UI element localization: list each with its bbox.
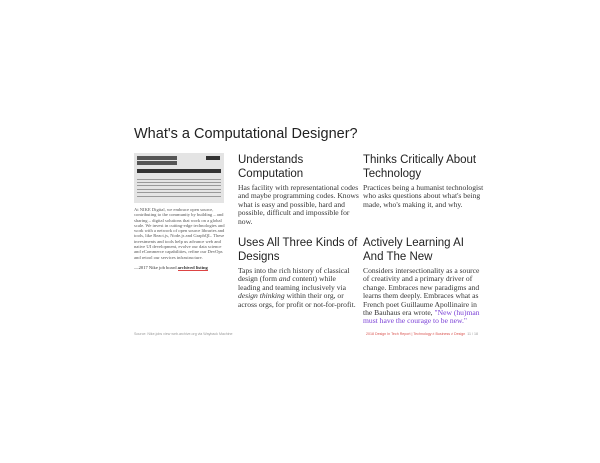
card-body: Taps into the rich history of classical design (form and content) while leading and teaming inclusively via design thinking within their org, or across orgs, for profit or not-for-profit.: [238, 266, 356, 309]
card-body: Practices being a humanist technologist who asks questions about what's being made, who's making it, and why.: [363, 183, 484, 209]
page-title: What's a Computational Designer?: [134, 126, 358, 142]
card-heading: Uses All Three Kinds of Designs: [238, 237, 358, 263]
report-title: 2018 Design In Tech Report | Technology ≠ Business ≠ Design: [366, 332, 466, 336]
archived-listing-link[interactable]: archived listing: [177, 264, 208, 270]
card-three-designs: [238, 236, 360, 309]
job-listing-screenshot: [134, 153, 224, 203]
card-computation: [238, 153, 360, 226]
card-body: Considers intersectionality as a source of creativity and a primary driver of change. Embraces new paradigms and learns them deeply. Embraces what as French poet Guillaume Apollinaire in the Bauhaus era wrote, "New (hu)man must have the courage to be new.": [363, 266, 480, 326]
quote-attribution: [134, 265, 226, 271]
card-learning-ai: [363, 236, 485, 326]
attribution-text: —2017 Nike job board: [134, 264, 177, 270]
source-note: Source: Nike.jobs view web.archive.org via Wayback Machine: [134, 332, 233, 336]
card-heading: Understands Computation: [238, 154, 304, 180]
page-number: 11 / 18: [467, 332, 478, 336]
card-heading: Thinks Critically About Technology: [363, 154, 477, 180]
left-column: [134, 207, 226, 271]
apollinaire-quote: "New (hu)man must have the courage to be new.": [363, 308, 480, 326]
report-footer: [366, 332, 478, 337]
card-critical-thinking: [363, 153, 485, 209]
nike-quote: At NIKE Digital, we embrace open source, contributing to the community by building – and sharing – digital solutions that work on a global scale. We invest in cutting-edge technologies and work with a network of open source libraries and tools, like React.js, Node.js and GraphQL. These investments and tools help us advance web and native UI development, evolve our data science and eCommerce capabilities, refine our DevOps and retool our services infrastructure.: [134, 207, 225, 260]
card-body: Has facility with representational codes and maybe programming codes. Knows what is easy and possible, hard and possible, difficult and impossible for now.: [238, 183, 359, 226]
card-heading: Actively Learning AI And The New: [363, 237, 465, 263]
